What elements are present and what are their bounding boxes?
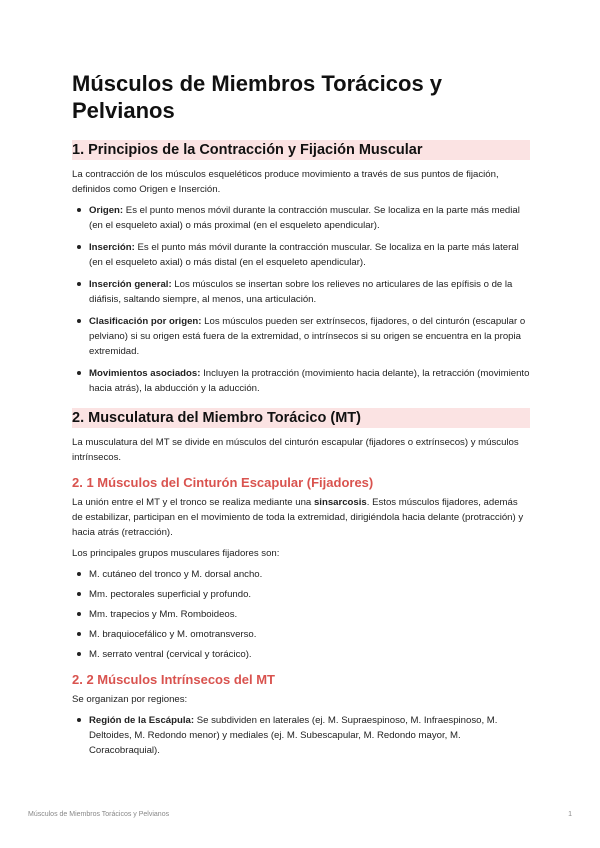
bullet-icon <box>77 572 81 576</box>
term-description: Se subdividen en laterales (ej. M. Supraespinoso, M. Infraespinoso, M. Deltoides, M. Redondo menor) y mediales (ej. M. Subescapular, M. Redondo mayor, M. Coracobraquial). <box>89 715 498 756</box>
section-2-heading: 2. Musculatura del Miembro Torácico (MT) <box>72 408 530 428</box>
bullet-icon <box>77 632 81 636</box>
subsection-2-2-intro: Se organizan por regiones: <box>72 694 188 705</box>
section-1-intro: La contracción de los músculos esqueléticos produce movimiento a través de sus puntos de fijación, definidos como Origen e Inserción. <box>72 169 499 195</box>
list-item-clasificacion <box>72 314 530 359</box>
list-item <box>72 567 530 582</box>
list-item <box>72 587 530 602</box>
bullet-icon <box>77 245 81 249</box>
list-item-insercion-general <box>72 277 530 307</box>
footer-title: Músculos de Miembros Torácicos y Pelvianos <box>28 811 170 818</box>
list-item <box>72 647 530 662</box>
term-label: Región de la Escápula: <box>89 715 195 726</box>
group-label: Mm. trapecios y Mm. Romboideos. <box>89 609 238 620</box>
intrinsic-regions-list <box>72 713 530 758</box>
list-item-movimientos <box>72 366 530 396</box>
bullet-icon <box>77 208 81 212</box>
subsection-2-2-heading: 2. 2 Músculos Intrínsecos del MT <box>72 672 275 687</box>
fixator-groups-list <box>72 567 530 662</box>
term-description: Es el punto menos móvil durante la contracción muscular. Se localiza en la parte más medial (en el esqueleto axial) o más proximal (en el esqueleto apendicular). <box>89 205 520 231</box>
group-label: M. serrato ventral (cervical y torácico). <box>89 649 252 660</box>
bullet-icon <box>77 319 81 323</box>
sinsarcosis-term: sinsarcosis <box>313 497 367 508</box>
group-label: Mm. pectorales superficial y profundo. <box>89 589 252 600</box>
term-description: Es el punto más móvil durante la contracción muscular. Se localiza en la parte más lateral (en el esqueleto axial) o más distal (en el esqueleto apendicular). <box>89 242 519 268</box>
list-item-origen <box>72 203 530 233</box>
subsection-2-1-paragraph <box>72 495 530 540</box>
term-label: Clasificación por origen: <box>89 316 202 327</box>
document-page <box>72 70 530 765</box>
bullet-icon <box>77 652 81 656</box>
list-item-escapula <box>72 713 530 758</box>
document-title: Músculos de Miembros Torácicos y Pelvianos <box>72 71 443 123</box>
section-1-heading: 1. Principios de la Contracción y Fijación Muscular <box>72 140 530 160</box>
section-1-list <box>72 203 530 396</box>
subsection-2-1-heading: 2. 1 Músculos del Cinturón Escapular (Fijadores) <box>72 475 374 490</box>
term-label: Inserción: <box>89 242 135 253</box>
bullet-icon <box>77 371 81 375</box>
list-item-insercion <box>72 240 530 270</box>
term-label: Origen: <box>89 205 124 216</box>
term-label: Inserción general: <box>89 279 172 290</box>
groups-intro: Los principales grupos musculares fijadores son: <box>72 548 280 559</box>
paragraph-text: La unión entre el MT y el tronco se realiza mediante una <box>72 497 314 508</box>
bullet-icon <box>77 592 81 596</box>
group-label: M. cutáneo del tronco y M. dorsal ancho. <box>89 569 263 580</box>
page-number: 1 <box>568 811 572 818</box>
bullet-icon <box>77 718 81 722</box>
group-label: M. braquiocefálico y M. omotransverso. <box>89 629 257 640</box>
section-2-intro: La musculatura del MT se divide en músculos del cinturón escapular (fijadores o extrínsecos) y músculos intrínsecos. <box>72 437 519 463</box>
paragraph-text: . Estos músculos fijadores, además de estabilizar, participan en el movimiento de toda la extremidad, dirigiéndola hacia delante (protracción) y hacia atrás (retracción). <box>72 497 524 538</box>
term-description: Los músculos se insertan sobre los relieves no articulares de las epífisis o de la diáfisis, saltando siempre, al menos, una articulación. <box>89 279 513 305</box>
term-label: Movimientos asociados: <box>89 368 201 379</box>
bullet-icon <box>77 282 81 286</box>
list-item <box>72 607 530 622</box>
page-footer <box>28 810 572 820</box>
term-description: Incluyen la protracción (movimiento hacia delante), la retracción (movimiento hacia atrás), la abducción y la aducción. <box>89 368 530 394</box>
bullet-icon <box>77 612 81 616</box>
term-description: Los músculos pueden ser extrínsecos, fijadores, o del cinturón (escapular o pelviano) si su origen está fuera de la extremidad, o intrínsecos si su origen se encuentra en la propia extremidad. <box>89 316 526 357</box>
list-item <box>72 627 530 642</box>
